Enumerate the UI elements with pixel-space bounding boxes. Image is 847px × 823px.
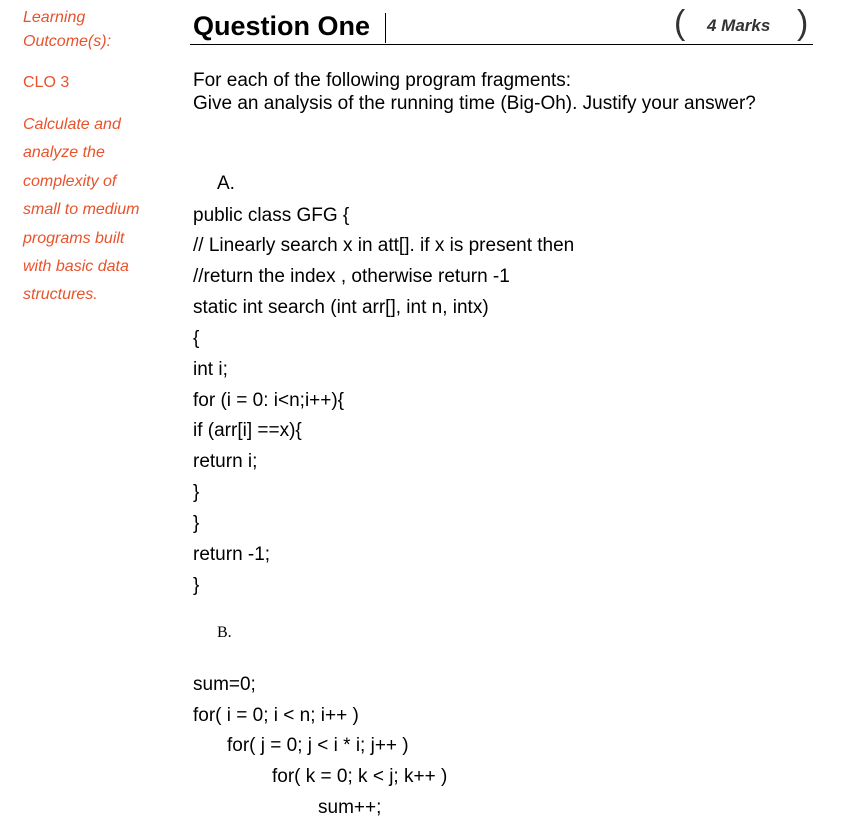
code-line: for (i = 0: i<n;i++){ (193, 390, 345, 411)
code-line: sum++; (318, 797, 382, 818)
marks-paren-open: ( (674, 4, 686, 42)
code-line: for( i = 0; i < n; i++ ) (193, 705, 359, 726)
code-line: // Linearly search x in att[]. if x is present then (193, 235, 575, 256)
outcome-desc-line: complexity of (23, 173, 117, 190)
part-b-label: B. (217, 624, 232, 641)
marks-paren-close: ) (797, 4, 809, 42)
code-line: public class GFG { (193, 205, 350, 226)
marks-badge: 4 Marks (707, 16, 771, 35)
outcome-desc-line: structures. (23, 286, 98, 303)
header-divider (190, 44, 813, 45)
learning-outcome-label-2: Outcome(s): (23, 33, 112, 50)
outcome-desc-line: with basic data (23, 258, 129, 275)
outcome-desc-line: small to medium (23, 201, 140, 218)
clo-label: CLO 3 (23, 74, 70, 91)
instruction-line: Give an analysis of the running time (Big-Oh). Justify your answer? (193, 93, 756, 114)
part-a-label: A. (217, 173, 235, 194)
code-line: int i; (193, 359, 228, 380)
learning-outcome-label: Learning (23, 9, 86, 26)
code-line: { (193, 328, 200, 349)
code-line: for( k = 0; k < j; k++ ) (272, 766, 448, 787)
code-line: if (arr[i] ==x){ (193, 420, 302, 441)
outcome-desc-line: Calculate and (23, 116, 121, 133)
outcome-desc-line: programs built (23, 230, 125, 247)
instruction-line: For each of the following program fragments: (193, 70, 572, 91)
code-line: } (193, 575, 200, 596)
code-line: for( j = 0; j < i * i; j++ ) (227, 735, 409, 756)
code-line: } (193, 482, 200, 503)
code-line: //return the index , otherwise return -1 (193, 266, 510, 287)
code-line: return -1; (193, 544, 271, 565)
code-line: sum=0; (193, 674, 256, 695)
code-line: static int search (int arr[], int n, intx) (193, 297, 489, 318)
outcome-desc-line: analyze the (23, 144, 105, 161)
code-line: } (193, 513, 200, 534)
code-line: return i; (193, 451, 258, 472)
question-title: Question One (193, 11, 371, 41)
text-cursor (385, 13, 386, 43)
